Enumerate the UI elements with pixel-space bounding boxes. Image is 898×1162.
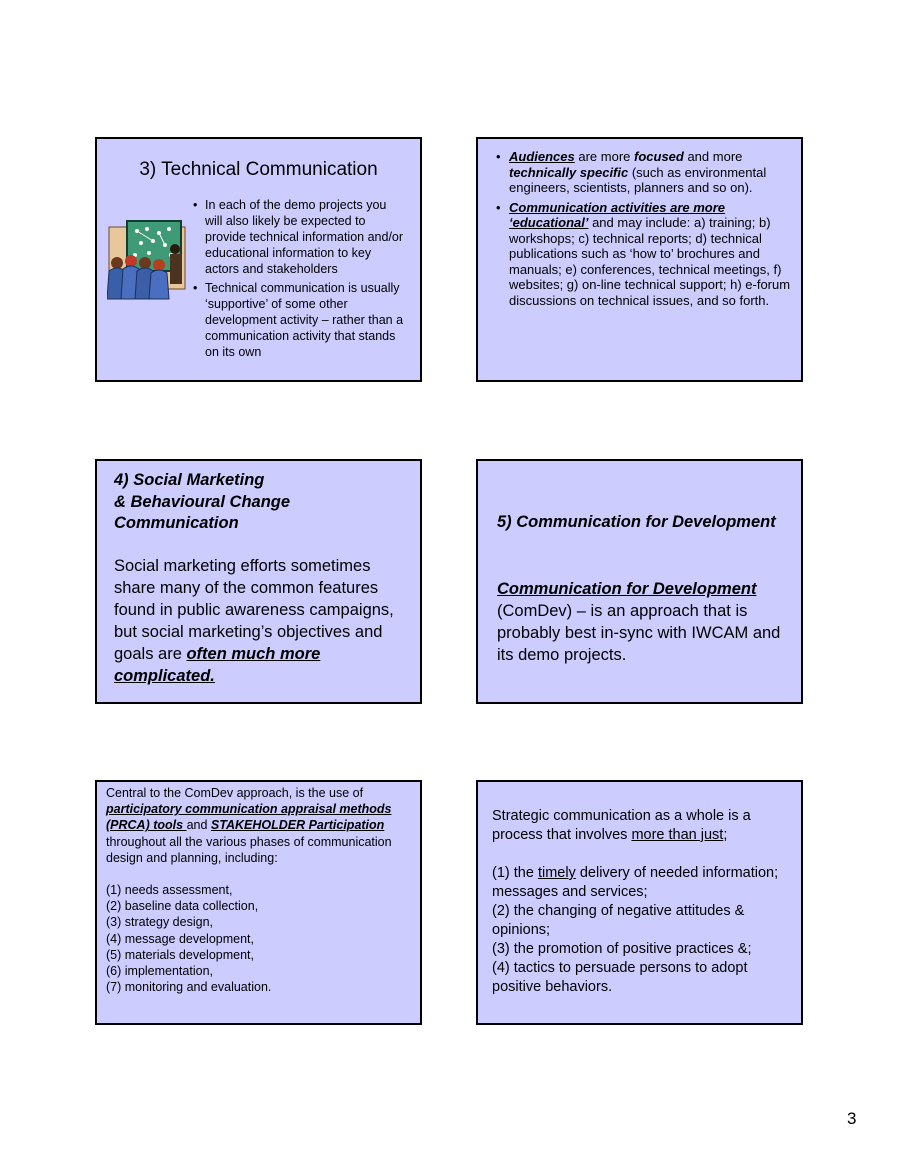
text: and more	[683, 149, 743, 164]
slide-technical-audiences	[476, 137, 803, 382]
title-line: Communication	[114, 514, 239, 532]
slide-communication-for-development	[476, 459, 803, 704]
audiences-term: Audiences	[509, 149, 575, 164]
slide-body	[492, 807, 792, 997]
text: (such as environmental engineers, scientists, planners and so on).	[509, 164, 767, 195]
emphasis-text: often much more complicated.	[114, 645, 321, 685]
text: and	[186, 818, 211, 833]
page-number: 3	[847, 1109, 857, 1128]
stakeholder-term: STAKEHOLDER Participation	[210, 818, 385, 833]
list-item: (5) materials development,	[106, 947, 254, 962]
text: ;	[723, 827, 728, 843]
list-item: (4) tactics to persuade persons to adopt positive behaviors.	[492, 960, 748, 995]
bullet-item-activities	[496, 200, 792, 309]
list-item: (2) the changing of negative attitudes & opinions;	[492, 903, 745, 938]
list-item: (4) message development,	[106, 931, 254, 946]
bullet-item-audiences	[496, 149, 792, 196]
slide-title: 3) Technical Communication	[139, 159, 378, 180]
intro-paragraph	[492, 807, 792, 845]
list-item: (7) monitoring and evaluation.	[106, 980, 272, 995]
activities-lead: Communication activities are more ‘educational’	[509, 199, 726, 230]
focused-term: focused	[634, 149, 684, 164]
list-item: (2) baseline data collection,	[106, 899, 259, 914]
list-item	[492, 864, 792, 902]
bullet-item: • In each of the demo projects you will also likely be expected to provide technical information and/or educational information to key actors and stakeholders	[193, 197, 407, 277]
presentation-meeting-icon	[107, 219, 189, 301]
slide-strategic-communication	[476, 780, 803, 1025]
list-item: (1) needs assessment,	[106, 883, 233, 898]
slide-title	[114, 470, 414, 535]
text: Central to the ComDev approach, is the use of	[106, 786, 364, 800]
list-item: (3) strategy design,	[106, 915, 213, 930]
text: and may include: a) training; b) workshops; c) technical reports; d) technical publications such as ‘how to’ brochures and manuals; e) conferences, technical meetings, f) websites; g) on-line technical support; h) e-forum discussions on technical issues, and so forth.	[509, 215, 791, 308]
prca-term: participatory communication appraisal methods (PRCA) tools	[106, 802, 392, 833]
emphasis-text: more than just	[631, 827, 724, 843]
title-line: & Behavioural Change	[114, 492, 291, 511]
bullet-list	[193, 197, 407, 363]
text: throughout all the various phases of communication design and planning, including:	[106, 834, 392, 865]
timely-term: timely	[537, 865, 576, 881]
list-item: (3) the promotion of positive practices &;	[492, 941, 752, 957]
text: Social marketing efforts sometimes share many of the common features found in public awareness campaigns, but social marketing’s objectives and goals are	[114, 557, 394, 663]
slide-body	[497, 578, 792, 666]
text: (1) the	[492, 865, 538, 881]
slide-comdev-approach	[95, 780, 422, 1025]
slide-body	[114, 555, 416, 687]
list-item: (6) implementation,	[106, 964, 213, 979]
slide-social-marketing	[95, 459, 422, 704]
bullet-item: • Technical communication is usually ‘supportive’ of some other development activity – rather than a communication activity that stands on its own	[193, 280, 407, 360]
text: (ComDev) – is an approach that is probably best in-sync with IWCAM and its demo projects.	[497, 602, 781, 664]
slide-body	[106, 785, 412, 995]
slide-title: 5) Communication for Development	[497, 513, 776, 531]
comdev-term: Communication for Development	[497, 580, 757, 598]
technically-specific-term: technically specific	[509, 164, 629, 180]
bullet-list	[496, 149, 792, 312]
text: Strategic communication as a whole is a process that involves	[492, 808, 751, 843]
slide-technical-communication	[95, 137, 422, 382]
title-line: 4) Social Marketing	[114, 471, 265, 489]
text: delivery of needed information; messages and services;	[492, 865, 779, 900]
text: are more	[574, 149, 634, 164]
phase-list	[106, 882, 412, 995]
